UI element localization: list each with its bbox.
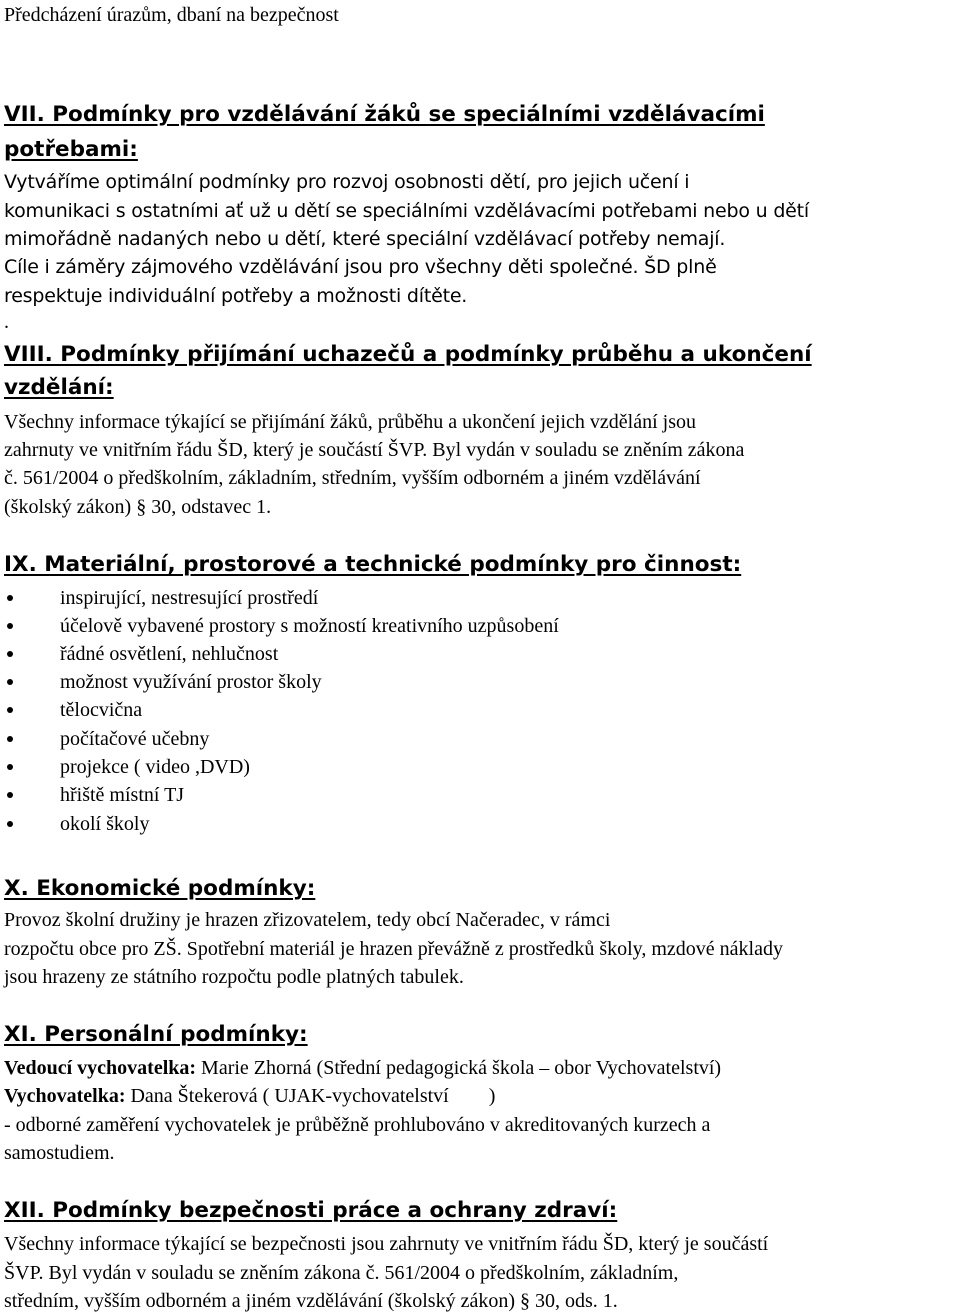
bullet-icon [7, 595, 13, 601]
list-item-text: možnost využívání prostor školy [60, 671, 322, 693]
section-10-heading: X. Ekonomické podmínky: [4, 876, 316, 901]
section-12-paragraph-line: ŠVP. Byl vydán v souladu se zněním zákona č. 561/2004 o předškolním, základním, [4, 1262, 679, 1284]
section-11-paragraph-line: samostudiem. [4, 1142, 115, 1164]
bullet-icon [7, 623, 13, 629]
section-8-paragraph-line: Všechny informace týkající se přijímání žáků, průběhu a ukončení jejich vzdělání jsou [4, 411, 696, 433]
list-item-text: tělocvična [60, 699, 143, 721]
section-7-paragraph-line: komunikaci s ostatními ať už u dětí se speciálními vzdělávacími potřebami nebo u dětí [4, 200, 810, 222]
section-11-heading: XI. Personální podmínky: [4, 1022, 308, 1047]
section-9-heading: IX. Materiální, prostorové a technické podmínky pro činnost: [4, 552, 742, 577]
section-8-paragraph-line: č. 561/2004 o předškolním, základním, středním, vyšším odborném a jiném vzdělávání [4, 467, 701, 489]
educator-label: Vychovatelka: [4, 1085, 126, 1107]
section-7-stray-dot: . [4, 311, 9, 333]
section-10-paragraph-line: rozpočtu obce pro ZŠ. Spotřební materiál je hrazen převážně z prostředků školy, mzdové náklady [4, 938, 783, 960]
section-7-paragraph-line: mimořádně nadaných nebo u dětí, které speciální vzdělávací potřeby nemají. [4, 228, 726, 250]
section-8-heading-line-1: VIII. Podmínky přijímání uchazečů a podmínky průběhu a ukončení [4, 342, 812, 367]
section-8-paragraph-line: (školský zákon) § 30, odstavec 1. [4, 496, 272, 518]
section-8-paragraph-line: zahrnuty ve vnitřním řádu ŠD, který je součástí ŠVP. Byl vydán v souladu se zněním zákona [4, 439, 745, 461]
page-header-text: Předcházení úrazům, dbaní na bezpečnost [4, 4, 339, 26]
section-12-heading: XII. Podmínky bezpečnosti práce a ochrany zdraví: [4, 1198, 618, 1223]
section-7-heading-line-1: VII. Podmínky pro vzdělávání žáků se speciálními vzdělávacími [4, 102, 765, 127]
educator-value: Dana Štekerová ( UJAK-vychovatelství ) [125, 1085, 496, 1107]
list-item-text: okolí školy [60, 813, 150, 835]
list-item-text: řádné osvětlení, nehlučnost [60, 643, 279, 665]
bullet-icon [7, 707, 13, 713]
section-7-heading-line-2: potřebami: [4, 137, 138, 162]
bullet-icon [7, 821, 13, 827]
bullet-icon [7, 764, 13, 770]
section-12-paragraph-line: Všechny informace týkající se bezpečnosti jsou zahrnuty ve vnitřním řádu ŠD, který je součástí [4, 1233, 769, 1255]
section-12-paragraph-line: středním, vyšším odborném a jiném vzdělávání (školský zákon) § 30, ods. 1. [4, 1290, 618, 1312]
bullet-icon [7, 651, 13, 657]
list-item-text: účelově vybavené prostory s možností kreativního uzpůsobení [60, 615, 559, 637]
section-7-paragraph-line: Vytváříme optimální podmínky pro rozvoj osobnosti dětí, pro jejich učení i [4, 171, 690, 193]
lead-educator-label: Vedoucí vychovatelka: [4, 1057, 197, 1079]
bullet-icon [7, 679, 13, 685]
section-10-paragraph-line: Provoz školní družiny je hrazen zřizovatelem, tedy obcí Načeradec, v rámci [4, 909, 611, 931]
list-item-text: projekce ( video ,DVD) [60, 756, 250, 778]
section-7-paragraph-line: Cíle i záměry zájmového vzdělávání jsou pro všechny děti společné. ŠD plně [4, 256, 717, 278]
lead-educator-value: Marie Zhorná (Střední pedagogická škola – obor Vychovatelství) [196, 1057, 722, 1079]
list-item-text: počítačové učebny [60, 728, 210, 750]
bullet-icon [7, 736, 13, 742]
list-item-text: inspirující, nestresující prostředí [60, 587, 319, 609]
list-item-text: hřiště místní TJ [60, 784, 185, 806]
lead-educator-line [4, 1056, 721, 1080]
section-10-paragraph-line: jsou hrazeny ze státního rozpočtu podle platných tabulek. [4, 966, 464, 988]
section-11-paragraph-line: - odborné zaměření vychovatelek je průběžně prohlubováno v akreditovaných kurzech a [4, 1114, 711, 1136]
bullet-icon [7, 792, 13, 798]
educator-line [4, 1084, 495, 1108]
section-7-paragraph-line: respektuje individuální potřeby a možnosti dítěte. [4, 285, 468, 307]
section-8-heading-line-2: vzdělání: [4, 375, 114, 400]
